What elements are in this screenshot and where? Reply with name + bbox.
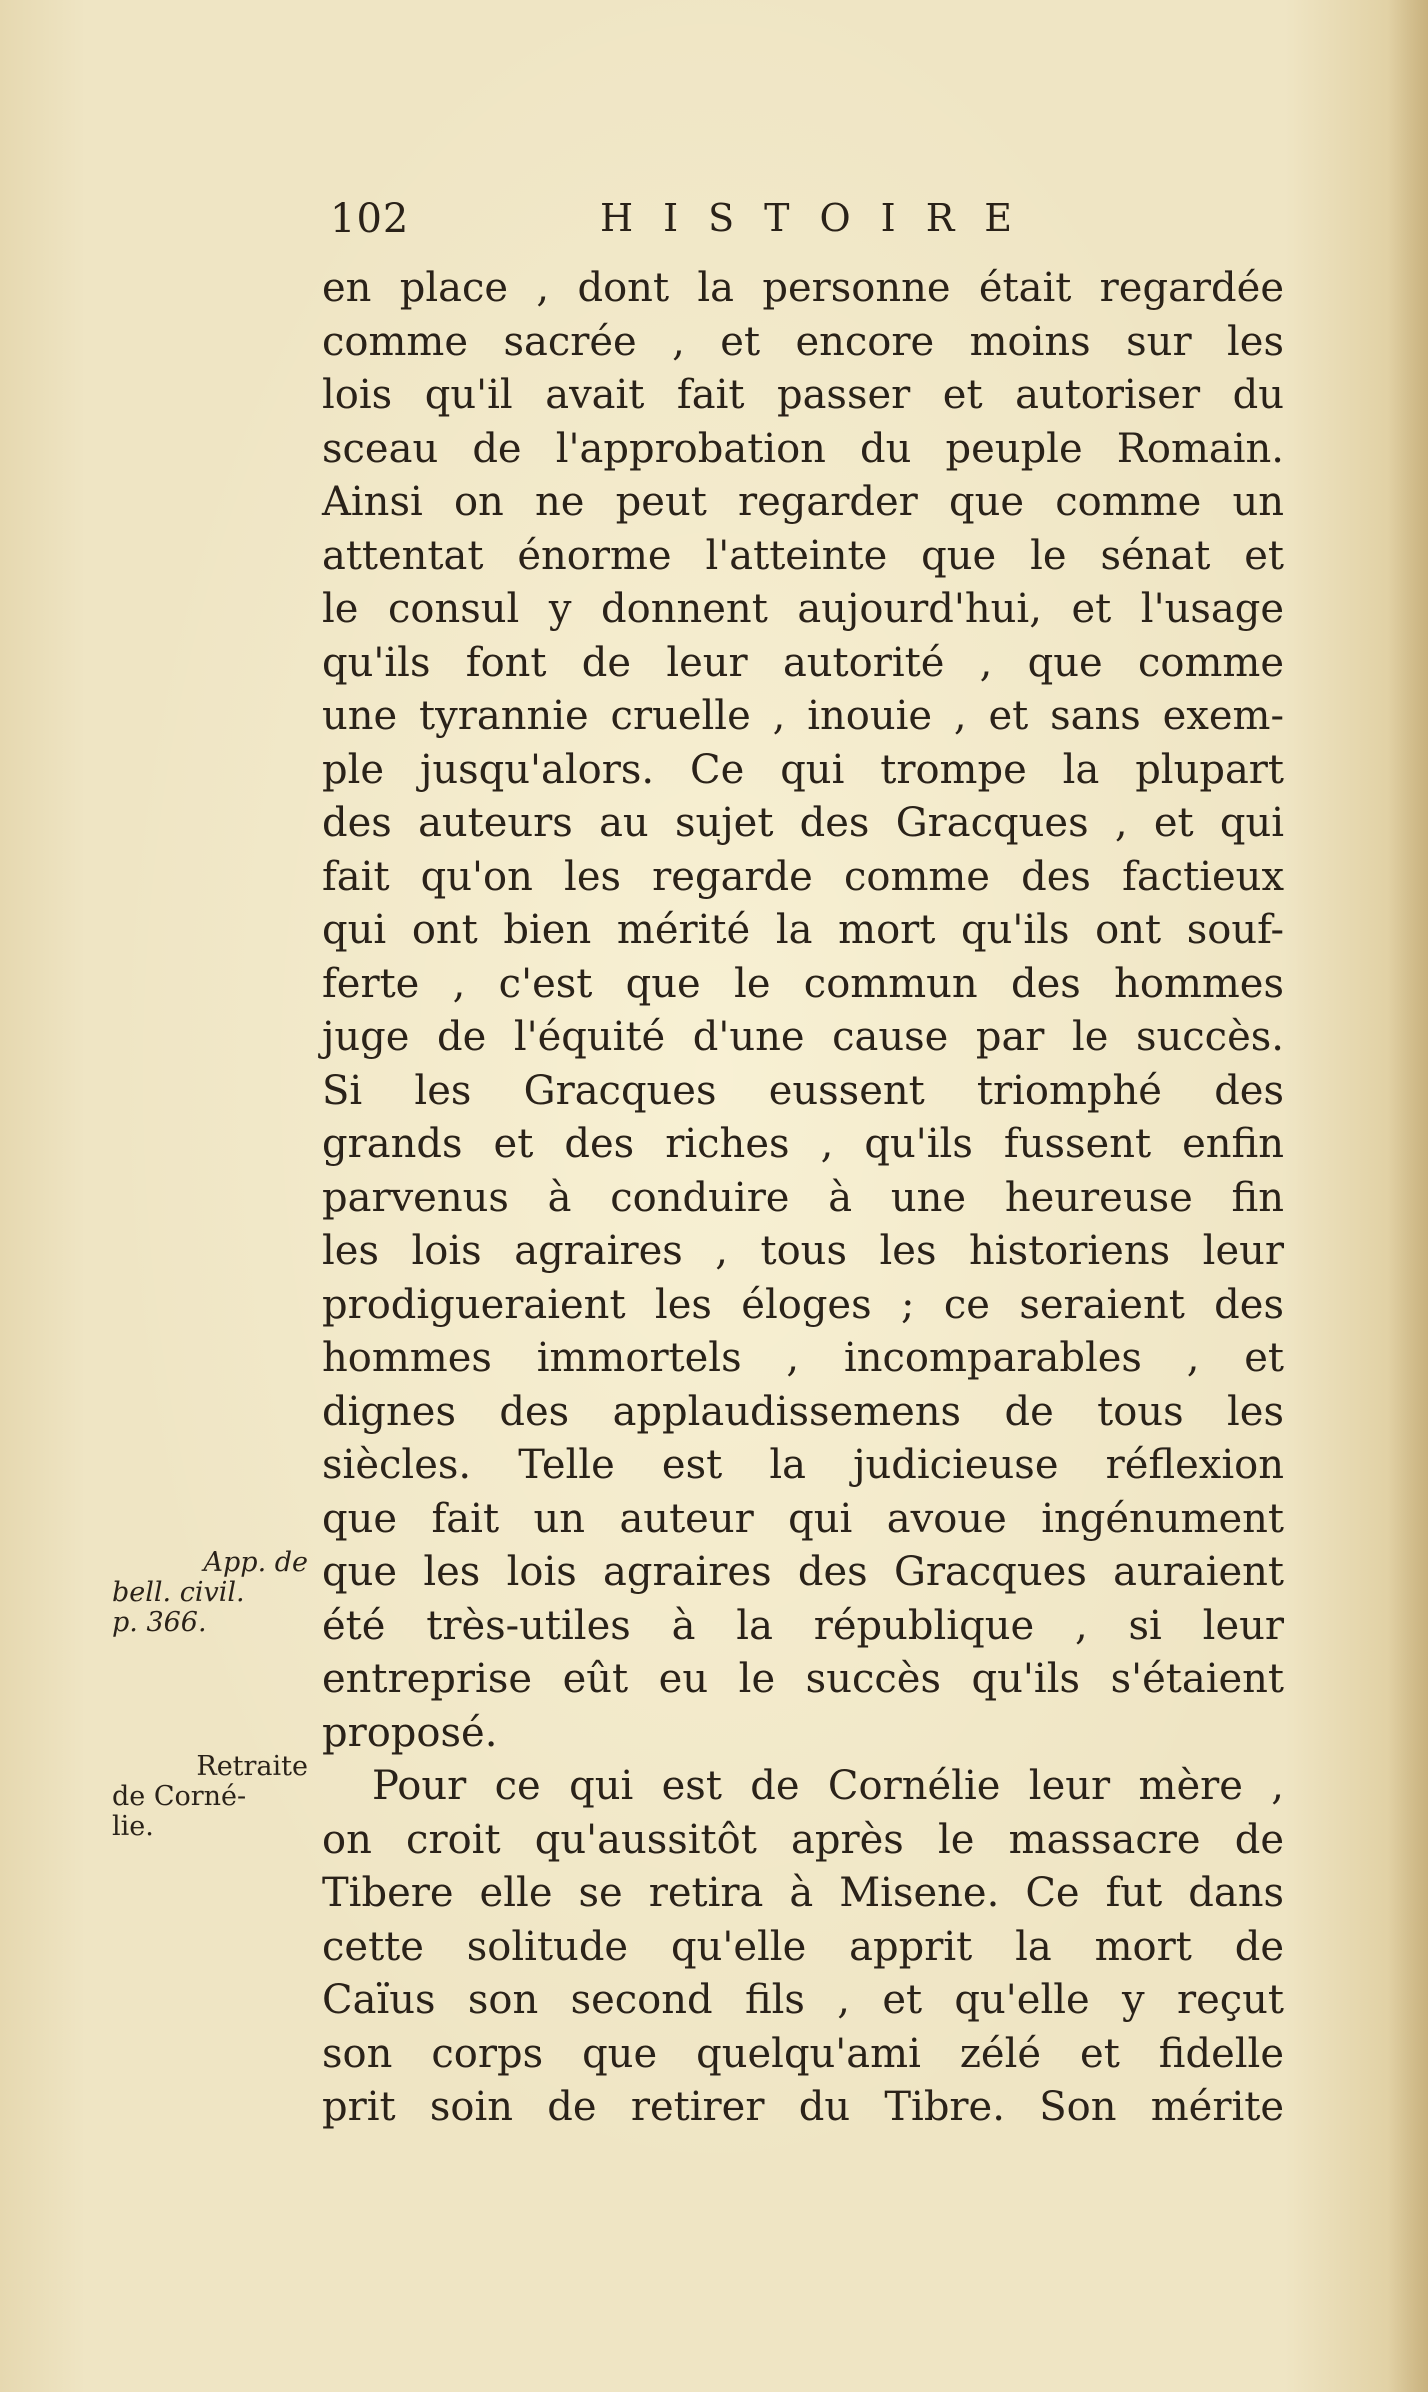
text-line: siècles. Telle est la judicieuse réflexion xyxy=(322,1442,1284,1488)
text-line: attentat énorme l'atteinte que le sénat et xyxy=(322,532,1284,579)
text-line: Caïus son second fils , et qu'elle y reçut xyxy=(322,1977,1284,2023)
text-line: prodigueraient les éloges ; ce seraient des xyxy=(322,1281,1284,1328)
margin-note-reference xyxy=(112,1548,308,1638)
text-line: ple jusqu'alors. Ce qui trompe la plupart xyxy=(322,746,1284,793)
text-line: Si les Gracques eussent triomphé des xyxy=(322,1067,1284,1114)
text-line: des auteurs au sujet des Gracques , et qui xyxy=(322,800,1284,846)
text-line: qu'ils font de leur autorité , que comme xyxy=(322,639,1284,686)
text-line: comme sacrée , et encore moins sur les xyxy=(322,318,1284,365)
text-line: Ainsi on ne peut regarder que comme un xyxy=(322,479,1284,525)
text-line: ferte , c'est que le commun des hommes xyxy=(322,960,1284,1007)
text-line: que les lois agraires des Gracques auraient xyxy=(322,1549,1284,1595)
text-line: proposé. xyxy=(322,1709,498,1756)
text-line: prit soin de retirer du Tibre. Son mérite xyxy=(322,2084,1284,2130)
page-number: 102 xyxy=(330,196,410,242)
text-line: son corps que quelqu'ami zélé et fidelle xyxy=(322,2030,1284,2077)
text-line: le consul y donnent aujourd'hui, et l'usage xyxy=(322,586,1284,632)
text-line: sceau de l'approbation du peuple Romain. xyxy=(322,425,1284,472)
text-line: hommes immortels , incomparables , et xyxy=(322,1335,1284,1381)
margin-note-line: lie. xyxy=(112,1811,154,1842)
text-line: qui ont bien mérité la mort qu'ils ont souf- xyxy=(322,907,1284,953)
text-line: lois qu'il avait fait passer et autoriser du xyxy=(322,372,1284,418)
text-line: été très-utiles à la république , si leur xyxy=(322,1602,1284,1649)
margin-note-retraite xyxy=(112,1752,308,1842)
text-line: juge de l'équité d'une cause par le succès. xyxy=(322,1014,1284,1060)
text-line: grands et des riches , qu'ils fussent enfin xyxy=(322,1121,1284,1167)
text-line: que fait un auteur qui avoue ingénument xyxy=(322,1495,1284,1542)
text-line: parvenus à conduire à une heureuse fin xyxy=(322,1174,1284,1221)
text-line: dignes des applaudissemens de tous les xyxy=(322,1388,1284,1435)
running-title: HISTOIRE xyxy=(600,196,1043,240)
text-line: cette solitude qu'elle apprit la mort de xyxy=(322,1923,1284,1970)
page-header xyxy=(330,196,1043,244)
body-text xyxy=(322,262,1284,2135)
text-line: les lois agraires , tous les historiens leur xyxy=(322,1228,1284,1274)
margin-note-line: App. de xyxy=(203,1547,308,1578)
text-line: en place , dont la personne était regardée xyxy=(322,265,1284,311)
text-line: Pour ce qui est de Cornélie leur mère , xyxy=(372,1763,1284,1809)
margin-note-line: p. 366. xyxy=(112,1607,207,1638)
page-edge-shadow xyxy=(1388,0,1428,2392)
text-line: on croit qu'aussitôt après le massacre de xyxy=(322,1816,1284,1863)
text-line: entreprise eût eu le succès qu'ils s'étaient xyxy=(322,1656,1284,1702)
text-line: une tyrannie cruelle , inouie , et sans exem- xyxy=(322,693,1284,739)
text-line: Tibere elle se retira à Misene. Ce fut dans xyxy=(322,1870,1284,1916)
margin-note-line: Retraite xyxy=(196,1751,308,1782)
margin-note-line: bell. civil. xyxy=(112,1577,245,1608)
text-line: fait qu'on les regarde comme des factieux xyxy=(322,853,1284,900)
margin-note-line: de Corné- xyxy=(112,1781,247,1812)
